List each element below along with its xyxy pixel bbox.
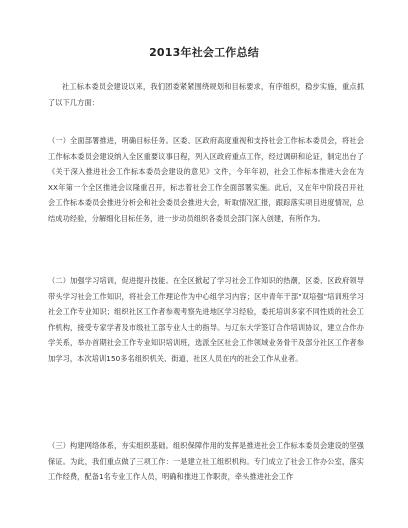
section-2-paragraph: （二）加强学习培训，促进提升技能。在全区掀起了学习社会工作知识的热潮，区委、区政府领导带头学习社会工作知识，将社会工作理论作为中心组学习内容；区中青年干部"双培强"培训班学习社会工作专业知识；组织社区工作者参观考察先进地区学习经验，委托培训多家不同性质的社会工作机构，接受专家学者及市级社工部专业人士的指导。与辽东大学签订合作培训协议，建立合作办学关系，举办首期社会工作专业知识培训班，选派全区社会工作领域业务骨干及部分社区工作者参加学习，本次培训150多名组织机关、街道、社区人员在内的社会工作从业者。 — [48, 276, 364, 363]
intro-paragraph: 社工标本委员会建设以来，我们团委紧紧围绕规划和目标要求，有序组织，稳步实施，重点抓了以下几方面： — [48, 82, 364, 107]
section-3-paragraph: （三）构建网络体系，夯实组织基础。组织保障作用的发挥是推进社会工作标本委员会建设的坚强保证。为此，我们重点做了三项工作：一是建立社工组织机构。专门成立了社会工作办公室，落实工作经费，配备1名专业工作人员，明确和推进工作职责，牵头推进社会工作 — [48, 441, 364, 481]
document-title: 2013年社会工作总结 — [149, 46, 259, 59]
section-1-paragraph: （一）全面部署推进，明确目标任务。区委、区政府高度重视和支持社会工作标本委员会，将社会工作标本委员会建设纳入全区重要议事日程，列入区政府重点工作，经过调研和论证，制定出台了《关于深入推进社会工作标本委员会建设的意见》文件，今年年初，社会工作标本推进大会在为XX年第一个全区推进会议隆重召开，标志着社会工作全面部署实施。此后，又在年中阶段召开社会工作标本委员会推进分析会和社会委员会推进大会，听取情况汇报，跟踪落实项目进度情况，总结成功经验，分解细化目标任务，进一步动员组织各委员会部门深入创建，有所作为。 — [48, 136, 364, 223]
